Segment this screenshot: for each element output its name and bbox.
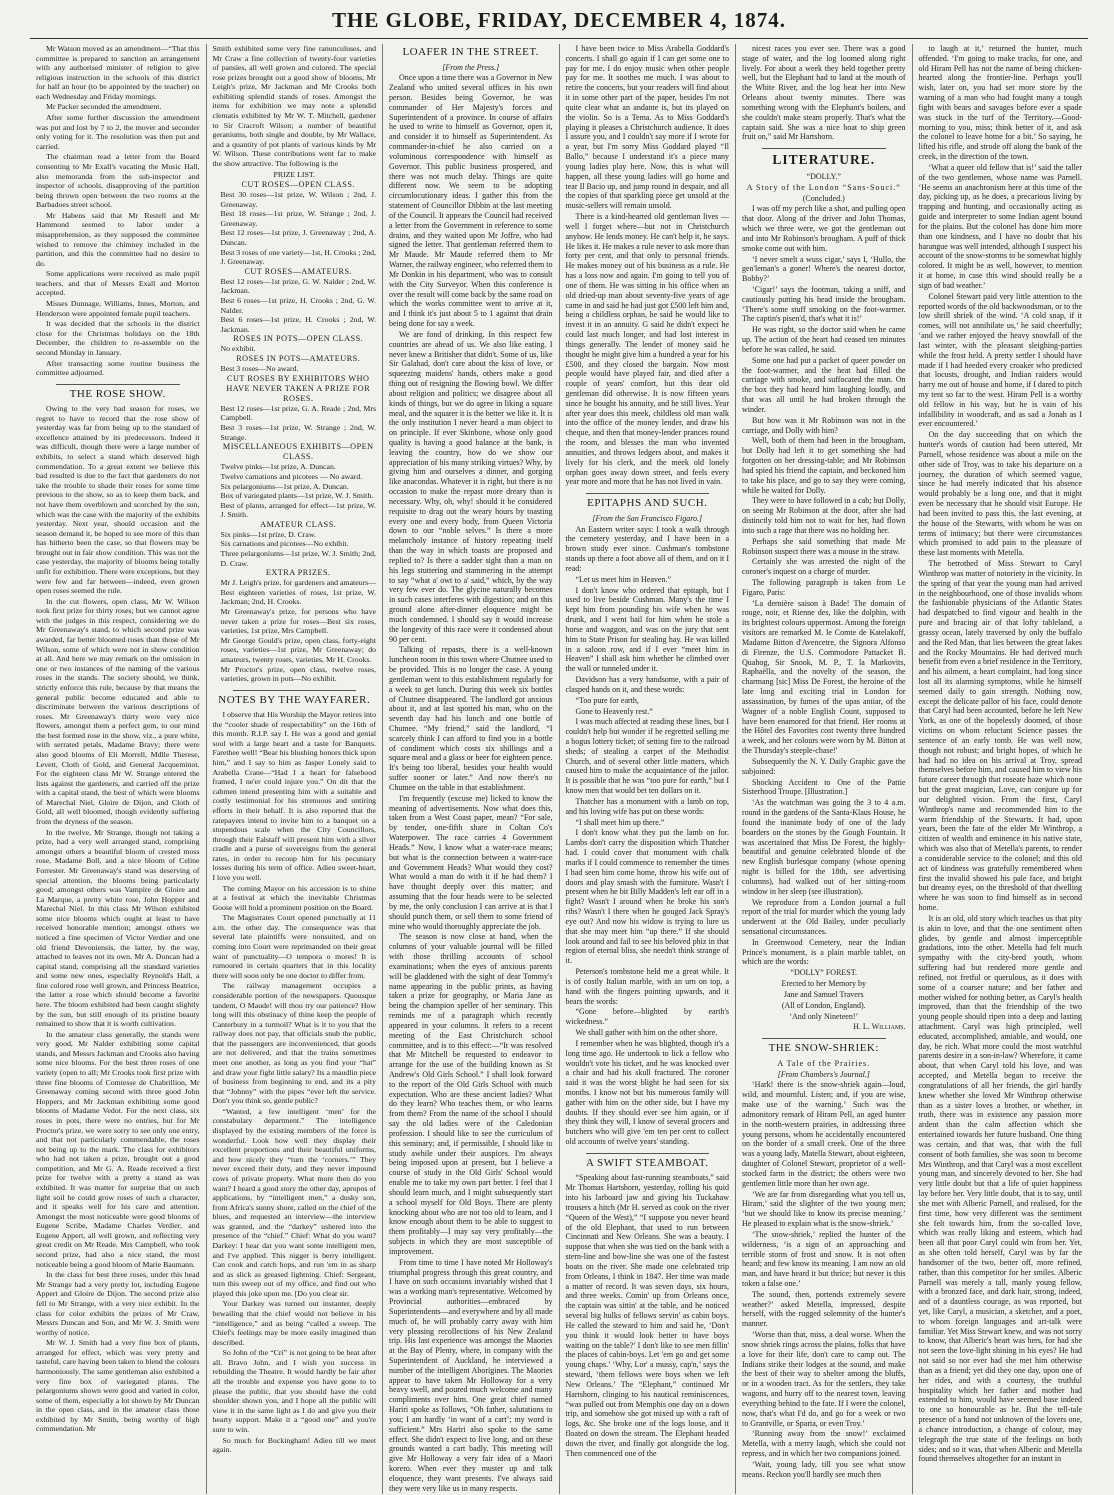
paragraph: Thatcher has a monument with a lamb on top, and his loving wife has put on these words: — [565, 796, 729, 816]
rule-divider — [762, 1038, 886, 1039]
prize-category: ROSES IN POTS—OPEN CLASS. — [233, 334, 364, 344]
paragraph: They were to have followed in a cab; but Dolly, on seeing Mr Robinson at the door, after she had distinctly told him not to wait for her, had flown into such a rage that there was no holding her. — [742, 496, 906, 535]
prize-entry: Best 3 roses—No award. — [220, 364, 299, 374]
paragraph: From time to time I have noted Mr Holloway's triumphal progress through this great country, and I have on such occasions invariably wished that I was a working man's representative. Welcomed by Provincial authorities—embraced by Superintendents—and everywhere and by all made much of, he will probably carry away with him very pleasing recollections of his New Zealand trip. His last experience was amongst the Maories at the Bay of Plenty, where, in company with the Superintendent of Auckland, he interviewed a number of the intelligent Aborigines. The Maories appear to have taken Mr Holloway for a very heavy swell, and poured much welcome and many compliments over him. One great chief named Hariri spoke as follows, “Oh father, salutations to you; I am hardly ‘in want of a cart’; my word is sufficient.” Mrs Hariri also spoke to the same effect. She didn't expect to live long, and on these grounds wanted a cart badly. This meeting will give Mr Holloway a very fair idea of a Maori korero. When ever they muster up and talk eloquence, they want presents. I've always said they were very like us in many respects. — [389, 1257, 553, 1493]
prize-category: ROSES IN POTS—AMATEURS. — [236, 354, 361, 363]
prize-entry: Mr George Gould's prize, open class, forty-eight roses, varieties—1st prize, Mr Greenaway; do amateurs, twenty roses, varieties, Mr H. Crooks. — [220, 635, 376, 664]
prize-entry: Best 12 roses—1st prize, G. W. Nalder ; 2nd, W. Jackman. — [220, 276, 376, 296]
column-5 — [736, 44, 913, 1494]
prize-entry: Best 6 roses—1st prize, H. Crooks ; 2nd, W. Jackman. — [220, 315, 376, 334]
prize-entry: Best 12 roses—1st prize, J. Greenaway ; 2nd, A. Duncan. — [220, 228, 376, 248]
paragraph: The sound, then, portends extremely severe weather?’ asked Metella, impressed, despite herself, with the rugged solemnity of the hunter's manner. — [742, 1289, 906, 1329]
prize-entry: Mr J. Leigh's prize, for gardeners and amateurs—Best eighteen varieties of roses, 1st prize, W. Jackman; 2nd, H. Crooks. — [220, 578, 376, 607]
rule-divider — [233, 690, 357, 691]
paragraph: Peterson's tombstone held me a great while. It is of costly Italian marble, with an urn on top, a hand with the fingers pointing upwards, and it bears the words: — [565, 967, 729, 1006]
paragraph: Some applications were received as male pupil teachers, and that of Messrs Exall and Morton accepted. — [36, 269, 200, 298]
column-2 — [207, 44, 384, 1494]
paragraph: The chairman read a letter from the Board consenting to Mr Exall's vacating the Music Hall, also memoranda from the sub-inspector and inspector of schools, disapproving of the partition being thrown open between the two rooms at the Barbadoes street school. — [36, 152, 200, 210]
paragraph: Well, both of them had been in the brougham, but Dolly had left it to get something she had forgotten on her dressing-table; and Mr Robinson had spied his friend the captain, and beckoned him to take his place, and go to say they were coming, while he waited for Dolly. — [742, 436, 906, 495]
prize-entry: No exhibit. — [220, 344, 256, 354]
paragraph: In Greenwood Cemetery, near the Indian Prince's monument, is a plain marble tablet, on which are the words: — [742, 937, 906, 967]
prize-entry: Best 12 roses—1st prize, G. A. Reade ; 2nd, Mrs Campbell. — [220, 403, 376, 423]
prize-category: CUT ROSES—AMATEURS. — [244, 266, 353, 276]
source-credit: [From the Press.] — [442, 62, 500, 72]
paragraph: “Let us meet him in Heaven.” — [575, 574, 672, 584]
rule-divider — [762, 148, 886, 149]
paragraph: ‘Worse than that, miss, a deal worse. When the snow shriek rings across the plains, folks that have a love for their life, don't care to camp out. The Indians strike their lodges at the sound, and make the best of their way to shelter among the bluffs, or in a wooden tract. As for the settlers, they take wagons, and hurry off to the nearest town, leaving everything behind to the fate. If I were the colonel, now, that's what I'd do, and go for a week or two to Grantville, or Sparta, or even Troy.’ — [742, 1330, 906, 1428]
paragraph: It is an old, old story which teaches us that pity is akin to love, and that the one sentiment often glides, by gentle and almost imperceptible gradations, into the other. Metella had felt much sympathy with the city-bred youth, whom suffering had but rendered more gentle and refined, not fretful or querulous, as it does with some of a coarser nature; and her father and mother wished for nothing better, as Caryl's health improved, than that the friendship of the two young people should ripen into a deep and lasting attachment. Caryl was high principled, well educated, accomplished, amiable, and would, one day, be rich. What more could the most watchful parents desire in a son-in-law? Wherefore, it came about, that when Caryl told his love, and was accepted, and Metella began to receive the congratulations of all her friends, the girl hardly knew whether she loved Mr Winthrop otherwise than as a sister loves a brother, or whether, in truth, there was in existence any passion more ardent than the calm affection which she entertained towards her future husband. One thing was certain, and that was, that with the full consent of both families, she was soon to become Mrs Winthrop, and that Caryl was a most excellent young man, and sincerely devoted to her. She had very little doubt but that a life of quiet happiness lay before her. Very little doubt, that is to say, until she met with Alberic Parnell, and realised, for the first time, how very different was the sentiment she felt towards him, from the so-called love, which was really liking and esteem, which had been all that poor Caryl could win from her. Yet, as she often told herself, Caryl was by far the handsomer of the two, better off, more refined, rather, than this competitor for her smiles. Alberic Parnell was merely a tall, manly young fellow, with a bronzed face, and dark hair, strong, indeed, and of a dauntless courage, as was reported, but yet, like Caryl, a musician, a sketcher, and a poet, to whom foreign languages and art-talk were familiar. Yet Miss Stewart knew, and was not sorry to know, that Alberic's heart was hers, for had she not seen the love-light shining in his eyes? He had not said so nor ever had she met him otherwise than as a friend; yet did they one day, upon one of her rides, and with a courtesy, the truthful hospitality which her father and mother had extended to him, would have seemed base indeed to one so honourable as he. But the tell-tale presence of a hand not unknown of the lovers one, a chance introduction, a change of colour, may telegraph the true state of the feelings on both sides; and so it was, that when Alberic and Metella found themselves altogether for an instant in — [918, 913, 1082, 1464]
epitaph-line: “DOLLY” FOREST. — [790, 968, 858, 978]
paragraph: I have been twice to Miss Arabella Goddard's concerts. I shall go again if I can get some one to pay for me. I do enjoy music when other people pay for me. It soothes me much. I was about to retire the concerts, but your readers will find about it in some other part of the paper, besides I'm not quite clear what an andante is, but its played on the violin. So is a Tema. As to Miss Goddard's playing it pleases a Christchurch audience. It does I assure you, and I couldn't say more if I wrote for a year, but I'm sorry Miss Goddard played “Il Ballo,” because I understand it's a piece many young ladies play here. Now, this is what will happen, all these young ladies will go home and tear Il Bacio up, and jump round in despair, and all the copies of that sparkling piece get unsold at the music-sellers will remain unsold. — [565, 44, 729, 211]
prize-category: CUT ROSES BY EXHIBITORS WHO HAVE NEVER TAKEN A PRIZE FOR ROSES. — [226, 373, 371, 403]
paragraph: Mr Habens said that Mr Restell and Mr Hammond seemed to labor under a misapprehension, as they supposed the committee wished to remove the chimney included in the partition, and this the committee had no desire to do. — [36, 210, 200, 268]
paragraph: In the amateur class generally, the stands were very good, Mr Nalder exhibiting some capital stands, and Messrs Jackman and Crooks also having some nice blooms. For the best three roses of one variety (open to all; Mr Crooks took first prize with three fine blooms of Comtesse de Chabrillion, Mr Greenaway coming second with three good John Hoppers, and Mr Jackman exhibiting some good blooms of Madame Vedot. For the next class, six roses in pots, there were no entries, but for Mr Proctor's prize, we were sorry to see only one entry, and that not particularly commendable, the roses not being up to the mark. The class for exhibitors who had not taken a prize, brought out a good competition, and Mr G. A. Reade received a first prize for twelve with a pretty a stand as was exhibited. It was matter for surprise that on such light soil he could grow roses of such a character, and it speaks well for his care and attention. Amongst the most noticeable were good blooms of Eugene Scribe, Madame Charles Verdier, and Eugene Appert, all well grown, and reflecting very great credit on Mr Reade. Mrs Campbell, who took second prize, had also a nice stand, the most noticeable being a good bloom of Marie Baumann. — [36, 1029, 200, 1269]
paragraph: “Too pure for earth, — [575, 695, 639, 705]
paragraph: We reproduce from a London journal a full report of the trial for murder which the young lady underwent at the Old Bailey, under peculiarly sensational circumstances. — [742, 897, 906, 936]
section-heading: THE SNOW-SHRIEK: — [768, 1042, 879, 1055]
paragraph: In the twelve, Mr Strange, though not taking a prize, had a very well arranged stand, comprising amongst others a beautiful bloom of crested moss rose, Madame Boll, and a nice bloom of Celine Forrester. Mr Greenaway's stand was deserving of special attention, the blooms being particularly good; amongst others was Vampire de Gloire and La Marque, a pretty white rose, John Hopper and Marechal Niel. In this class Mr Wilson exhibited some nice blooms which ought at least to have received honorable mention; amongst others we noticed a fine specimen of Victor Verdier and one old friend Devoniensis, the latter, by the way, attached to leaves not its own. Mr A. Duncan had a capital stand, comprising all the standard varieties and some new ones, especially Reynold's Hall, a fine colored rose well grown, and Princess Beatrice, the latter a rose which should become a favorite here. The bloom exhibited had been caught slightly by the sun, but still enough of its pristine beauty remained to show that it is worth cultivation. — [36, 827, 200, 1029]
paragraph: I was much affected at reading these lines, but I couldn't help but wonder if he regretted selling me a bogus lottery ticket; of setting fire to the railroad sheds; of stealing a carpet of the Methodist Church, and of several other little matters, which caused him to make the acquaintance of the jailor. It is possible that he was “too pure for earth,” but I know men that would bet ten dollars on it. — [565, 717, 729, 796]
section-heading: THE ROSE SHOW. — [69, 387, 166, 400]
paragraph: So much for Buckingham! Adieu till we meet again. — [212, 1435, 376, 1455]
rule-divider — [56, 384, 180, 385]
section-heading: EPITAPHS AND SUCH. — [587, 497, 708, 510]
source-credit: [From Chambers's Journal.] — [777, 1069, 870, 1079]
paragraph: Misses Dunnage, Williams, Innes, Morton, and Henderson were appointed female pupil teachers. — [36, 299, 200, 318]
paragraph: Gone to Heavenly rest.” — [575, 706, 653, 716]
prize-entry: Box of variegated plants—1st prize, W. J. Smith. — [220, 491, 374, 501]
paragraph: I observe that His Worship the Mayor retires into the “cooler shade of respectability” on the 16th of this month. R.I.P. say I. He was a good and genial soul with a large heart and a taste for Banquets. Farethee well! “Bear his blushing honors thick upon him,” and I say to him as Jasper Lonely said to Arabella Crane—“Had I a heart for falsehood framed, I ne'er could injure you.” On dit that the cabmen intend presenting him with a suitable and costly testimonial for his strenuous and untiring efforts in their behalf. It is also reported that the ratepayers intend to invite him to a banquet on a stupendous scale when the City Councillors, through their Falstaff will present him with a silver cradle and a purse of sovereigns from the general rates, in order to recoup him for his pecuniary losses during his term of office. Adieu sweet-heart, I love you well. — [212, 710, 376, 882]
paragraph: ‘La dernière saison à Bade! The domain of rouge, noir, et Rienne des, like the dolphin, with its brightest colours uppermost. Among the foreign visitors are remarked M. le Comte de Katelakoff, Madame Bitton d'Avencetre, the Signora Alfonso di Firenze, the U.S. Commodore Pattacket B. Quahog, Sir Snook, M. P., T. la Markovits, Raphaëlla, and the novelty of the season, the charmang [sic] Miss De Forest, the heroine of the late long and exciting trial in London for assassination, by fumes of the upas antiar, of the Wagner of a noble English Count, supposed to have been enamored for that friend. Her rooms at the Hôtel des Favorites cost twenty three hundred a week, and her colours were worn by M. Bitton at the Thursday's steeple-chase!' — [742, 598, 906, 756]
story-note: (Concluded.) — [802, 193, 845, 203]
prize-entry: Best 6 roses—1st prize, H. Crooks ; 2nd, G. W. Nalder. — [220, 296, 376, 315]
paragraph: The Magistrates Court opened punctually at 11 a.m. the other day. The consequence was that several late plaintiffs were nonsuited, and on coming into Court were reprimanded on their great want of punctuality—O tempora o mores! It is rumoured in certain quarters that in this locality there will soon only be one doctor to differ from. — [212, 913, 376, 980]
prize-entry: Six pelargoniums—1st prize, A. Duncan. — [220, 481, 349, 491]
paragraph: ‘Wait, young lady, till you see what snow means. Reckon you'll hardly see much then — [742, 1459, 906, 1479]
prize-entry: Six pinks—1st prize, D. Craw. — [220, 529, 316, 539]
rule-divider — [586, 1153, 710, 1154]
source-credit: [From the San Francisco Figaro.] — [592, 513, 703, 523]
paragraph: Talking of repasts, there is a well-known luncheon room in this town where Chutnee used to be provided. This is no longer the case. A young gentleman went to this establishment regularly for a week to get lunch. During this week six bottles of Chutnee disappeared. The landlord got anxious about it, and at last spotted his man, who on the seventh day had his lunch and one bottle of Chutnee. “My friend,” said the landlord, “I scarcely think I can afford to find you in a bottle of condiment which costs six shillings and a square meal and a glass or beer for eighteen pence. It's being too liberal, besides your health would suffer sooner or later.” And now there's no Chutnee on the table in that establishment. — [389, 645, 553, 792]
author-signature: H. L. Williams. — [853, 1022, 906, 1032]
section-heading: NOTES BY THE WAYFARER. — [218, 693, 371, 706]
prize-entry: Six carnations and picotees—No exhibit. — [220, 539, 349, 549]
paragraph: Mr W. J. Smith had a very fine box of plants, arranged for effect, which was very pretty and tasteful, care having been taken to blend the colours harmoniously. The same gentleman also exhibited a very fine box of variegated plants. The pelargoniums shown were good and varied in color, some of them, especially a lot shown by Mr Duncan in the open class, and in the amateur class those exhibited by Mr Smith, being worthy of high commendation. Mr — [36, 1338, 200, 1434]
paragraph: Davidson has a very handsome, with a pair of clasped hands on it, and these words: — [565, 675, 729, 694]
paragraph: I don't know what they put the lamb on for. Lambs don't carry the disposition which Thatcher had. I could cover that monument with chalk marks if I could commence to remember the times I had seen him come home, throw his wife out of doors and play smash with the furniture. Wasn't I present when he bit Billy Madden's left ear off in a fight? Wasn't I around when he broke his son's ribs? Wasn't I there when he gouged Jack Spray's eye out? And now his widow is trying to lure us that she may meet him “up there.” If she should look around and fail to see his beloved phiz in that region of eternal bliss, she needn't think strange of it. — [565, 828, 729, 966]
prize-entry: Three pelargoniums—1st prize, W. J. Smith; 2nd, D. Craw. — [220, 549, 376, 568]
paragraph: nicest races you ever see. There was a good stage of water, and the log loomed along right lively. For about a week they held together pretty well, but the Elephant had to land at the mouth of the White River, and the log beat her into New Orleans about twenty minutes. There was something wrong with the Elephant's boilers, and she couldn't make steam properly. That's what the captain said. She was a nice boat to ship green fruit on,” said Mr Hartshorn. — [742, 44, 906, 142]
paragraph: Once upon a time there was a Governor in New Zealand who united several offices in his own person. Besides being Governor, he was commander of Her Majesty's forces and Superintendent of a province. In course of affairs he used to write to himself as Governor, open it, and consider it to himself as Superintendent. As commander-in-chief he also carried on a voluminous correspondence with himself as Governor. This public business prospered, and there was not much delay. Things are quite different now. We seem to be adopting circumlocutionary ideas. I gather this from the statement of Councillor Dibbin at the last meeting of the Council. It appears the Council had received a letter from the Government in reference to some drains, and they waited upon Mr Joffre, who had signed the letter. That gentleman referred them to Mr Maude. Mr Maude referred them to Mr Warner, the railway engineer, who referred them to Mr Donkin in his department, who was to consult with the City Surveyor. When this conference is over the result will come back by the same road on which the works committee went to arrive at it, and I think it's just about 5 to 1 against that drain being done for say a week. — [389, 73, 553, 329]
paragraph: In the cut flowers, open class, Mr W. Wilson took first prize for thirty roses; but we cannot agree with the judges in this respect, considering we do Mr Greenaway's stand, to which second prize was awarded, far better bloomed roses than those of Mr Wilson, some of which were not in show condition at all. And here we may remark on the omission in one or two instances of the naming of the various roses in the stands. The society should, we think, strictly enforce this rule, because by that means the general public become educated and able to discriminate between the various descriptions of roses. Mr Greenaway's thirty were very nice flowers, amongst them a perfect gem, to our mind the best formed rose in the show, viz., a pure white, with serrated petals, Madame Bravy; there were also good blooms of Eli Morrell, Mdlle Therese, Levett, Cloth of Gold, and General Jacqueminot. For the eighteen class Mr W. Strange entered the lists against the gardeners, and carried off the prize with a capital stand, the best of which were blooms of Marechal Niel, Gloire de Dijon, and Cloth of Gold, all well bloomed, though evidently suffering from the dryness of the season. — [36, 596, 200, 827]
section-heading: A SWIFT STEAMBOAT. — [585, 1156, 709, 1169]
paragraph: On the day succeeding that on which the hunter's words of caution had been uttered, Mr Parnell, whose residence was about a mile on the other side of Troy, was to take his departure on a journey, the duration of which seemed vague, since he had merely indicated that his absence would probably be a long one, and that it might even be necessary that he should visit Europe. He had been invited to pass this, the last evening, at the house of the Stewarts, with whom he was on terms of intimacy; but there were circumstances which promised to add pain to the pleasure of these last moments with Metella. — [918, 430, 1082, 558]
literature-heading: LITERATURE. — [772, 152, 876, 168]
column-6 — [913, 44, 1089, 1494]
prize-entry: Best 3 roses of one variety—1st, H. Crooks ; 2nd, J. Greenaway. — [220, 247, 376, 267]
paragraph: “Wanted, a few intelligent ‘men’ for the constabulary department.” The intelligence displayed by the existing members of the force is wonderful. Look how well they display their excellent proportions and their beautiful uniforms, and how nicely they “turn the ‘corners.’” They never exceed their duty, and they never impound cows of private property. What more then do you want? I heard a good story the other day, apropos of applications, by “intelligent men,” a dusky son, from Africa's sunny shore, called on the chief of the blues, and requested an interview—the interview was granted, and the “darkey” ushered into the presence of the “chief.” Chief: What do you want? Darkey: I hear dat you want some intelligent men, and I've applied. This nigger is berry intelligent. Can cook and catch hops, and run 'em in as sharp and as slick as greased lightning. Chief: Sergeant, turn this sweep out of my office, and find out who played this joke upon me. [Do you clear sir. — [212, 1106, 376, 1298]
paragraph: ‘As the watchman was going the 3 to 4 a.m. round in the gardens of the Santa-Klaus House, he found the inanimate body of one of the lady boarders on the stones by the Gough Fountain. It was ascertained that Miss De Forest, the highly-beautiful and genuine celebrated blonde of the new English burlesque company (whose opening night is billed for the 18th, see advertising columns), had walked out of her sitting-room window in her sleep (see illustration). — [742, 798, 906, 896]
paragraph: The coming Mayor on his accession is to shine at a festival at which the inevitable Christmas Goose will hold a prominent position on the Board. — [212, 883, 376, 912]
masthead: THE GLOBE, FRIDAY, DECEMBER 4, 1874. — [30, 6, 1088, 39]
prize-entry: Best of plants, arranged for effect—1st prize, W. J. Smith. — [220, 500, 376, 520]
prize-list — [213, 180, 377, 684]
prize-category: EXTRA PRIZES. — [265, 568, 331, 578]
story-title: “DOLLY.” — [806, 171, 841, 181]
epitaph-line: Jane and Samuel Travers — [783, 989, 864, 999]
rule-divider — [586, 493, 710, 494]
paragraph: I remember when he was blighted, though it's a long time ago. He undertook to lick a fellow who wouldn't vote his ticket, and he was knocked over a chair and had his skull fractured. The coroner said it was the worst blight he had seen for six months. I know not but his numerous family will gather with him on the other side, but I have my doubts. If they should ever see him again, or if they think they will, I know of several grocers and butchers who will give 'em ten per cent to collect old accounts of twelve years' standing. — [565, 1038, 729, 1147]
column-3 — [383, 44, 560, 1494]
paragraph: Owing to the very bad season for roses, we regret to have to record that the rose show of yesterday was far from being up to the standard of excellence attained by its predecessors. Indeed it was difficult, though there were a large number of exhibits, to select a stand which deserved high commendation. To a great extent we believe this bad resulted is due to the fact that gardeners do not take the trouble to shade their roses for some time previous to the show, so as to keep them back, and not have them overblown and scorched by the sun, which was the case with the majority of the exhibits yesterday. Next year, should occasion and the season demand it, be hoped to see more of this than has hitherto been the case, so that flowers may be brought out in fair show condition. This was not the case yesterday, the majority of blooms being totally unfit for exhibition. There were exceptions, but they were few and far between—indeed, even grown open roses seemed the rule. — [36, 404, 200, 596]
prize-list-title: PRIZE LIST. — [273, 169, 315, 179]
paragraph: “I shall meet him up there.” — [575, 817, 665, 827]
paragraph: ‘What a queer old fellow that is!’ said the taller of the two gentlemen, whose name was Parnell. ‘He seems an anachronism here at this time of the day, picking up, as he does, a precarious living by trapping and hunting, and occasionally acting as guide and interpreter to some Indian agent bound for the plains. But the colonel has done him more than one kindness, and I have no doubt that his harangue was well intended, although I suspect his account of the snow-storms to be somewhat highly colored. It might be as well, however, to mention it at home, in case this wind should really be a sign of bad weather.’ — [918, 162, 1082, 290]
prize-entry: Twelve pinks—1st prize, A. Duncan. — [220, 462, 336, 472]
paragraph: The betrothed of Miss Stewart to Caryl Winthrop was matter of notoriety in the vicinity. In the spring of that year the young man had arrived in the neighbourhood, one of those invalids whom the fashionable physicians of the Atlantic States had despatched to find vigour and health in the pure and bracing air of that lofty tableland, a grassy ocean, lately traversed by only the buffalo and the Red Man, that lies between the great lakes and the Rocky Mountains. He had derived much benefit from even a brief residence in the Territory, and his ailment, a heart complaint, had long since lost all its alarming symptoms, while he himself seemed daily to gain strength. Nothing now, except the delicate pallor of his face, could denote that Caryl had been accounted, before he left New York, as one of the hopelessly doomed, of those victims on whom reluctant Science passes the sentence of an early tomb. He was well now, though not robust; and bright hopes, of which he had had no idea on his arrival at Troy, spread themselves before him, and caused him to view his future career through that roseate haze which none but the great magician, Love, can conjure up for our delighted vision. From the first, Caryl Winthrop's name and recommended him to the warm friendship of the Stewarts. It had, upon years, been the fate of the elder Mr Winthrop, a citizen of wealth and eminence in his native state, which was also that of Metella's parents, to render a considerable service to the colonel; and this old act of kindness was gratefully remembered when first the invalid showed his pale face, and bright but dreamy eyes, on the threshold of that dwelling where he was soon to find himself as in second home. — [918, 559, 1082, 913]
paragraph: We shall gather with him on the other shore. — [575, 1028, 718, 1038]
paragraph: ‘We are far from disregarding what you tell us, Hiram,’ said the slighter of the two young men; ‘but we should like to know its precise meaning.’ He pleased to explain what is the snow-shriek.’ — [742, 1189, 906, 1229]
paragraph: Perhaps she said something that made Mr Robinson suspect there was a mouse in the straw. — [742, 536, 906, 556]
paragraph: In the class for best three roses, under this head Mr Strange had a very pretty lot, including Eugene Appert and Gloire de Dijon. The second prize also fell to Mr Strange, with a very nice exhibit. In the class for color exhibits the prizes of Mr Craw, Messrs Duncan and Son, and Mr W. J. Smith were worthy of notice. — [36, 1270, 200, 1337]
paragraph: But how was it Mr Robinson was not in the carriage, and Dolly with him? — [742, 415, 906, 435]
columns — [30, 44, 1088, 1494]
section-heading: LOAFER IN THE STREET. — [402, 46, 540, 58]
paragraph: Your Darkey was turned out instanter, deeply bewailing that the chief would not believe in his “intelligence,” and as being “called a sweep. The Chief's feelings may be more easily imagined than described. — [212, 1299, 376, 1347]
paragraph: After some further discussion the amendment was put and lost by 7 to 2, the mover and seconder only voting for it. The resolution was then put and carried. — [36, 113, 200, 151]
paragraph: I don't know who ordered that epitaph, but I used to live beside Cushman. Many's the time I kept him from pounding his wife when he was drunk, and I went bail for him when he stole a horse and waggon, and was on the jury that sent him to State Prison for stealing hay. He was killed in a saloon row, and if I ever “meet him in Heaven” I shall ask him whether he climbed over the wall or tunneled under it. — [565, 585, 729, 674]
prize-entry: Best 3 roses—1st prize, W. Strange ; 2nd, W. Strange. — [220, 423, 376, 442]
prize-entry: Best 18 roses—1st prize, W. Strange ; 2nd, J. Greenaway. — [220, 209, 376, 228]
paragraph: “Gone before—blighted by earth's wickedness.” — [565, 1007, 729, 1027]
paragraph: “Speaking about fast-running steamboats,” said Mr Thomas Hartshorn, yesterday, rolling his quid into his larboard jaw and giving his Tuckahaw trousers a hitch (Mr H. served as cook on the river “Queen of the West),” “I suppose you never heard of the old Elephant, that used to run between Cincinnati and New Orleans. She was a beauty. I suppose that when she was tied on the bank with a stern-line and bow-line she was one of the fastest boats on the river. She made one celebrated trip from Orleans, I think in 1847. Her time was made a matter of record. It was seven days, six hours, and three weeks. Comin' up from Orleans once, the captain was sittin' at the table, and he noticed several big hulks of fellows servin' as cabin boys. He called the steward to him and said he, ‘Don't you think it would look better to have boys waiting on the table?’ I don't like to see men fillin' the places of cabin-boys. Let 'em go and get some young chaps.’ ‘Why, Lor' a mussy, cap'n,’ says the steward, ‘them fellows were boys when we left New Orleans.’ The “Elephant,” continued Mr Hartshorn, clinging to his nautical reminiscences, “was pulled out from Memphis one day on a down trip, and somehow she got mixed up with a raft of logs, &c. She broke one of the logs loose, and it floated on down the stream. The Elephant headed down the river, and finally got alongside the log. Then commenced one of the — [565, 1173, 729, 1458]
paragraph: Shocking Accident to One of the Pattie Sisterhood Troupe. [Illustration.] — [742, 777, 906, 797]
prize-entry: Mr Proctor's prize, open class, twelve roses, varieties, grown in pots—No exhibit. — [220, 664, 376, 684]
paragraph: ‘I never smelt a wuss cigar,’ says I, ‘Hullo, the gen'leman's a goner! Where's the nearest doctor, Bobby?’ — [742, 254, 906, 284]
paragraph: Some one had put a packet of queer powder on the foot-warmer, and the heat had filled the carriage with smoke, and suffocated the man. On the box they had heard him laughing loudly, and that was all until he had broken through the winder. — [742, 355, 906, 414]
prize-category: CUT ROSES—OPEN CLASS. — [241, 180, 355, 190]
paragraph: Smith exhibited some very fine ranunculuses, and Mr Craw a fine collection of twenty-four varieties of pansies, all well grown and colored. The special rose prizes brought out a good show of blooms, Mr Leigh's prize, Mr Jackman and Mr Crooks both exhibiting splendid stands of roses. Amongst the items for exhibition we may note a splendid clematis exhibited by Mr W. T. Mitchell, gardener to Sir Cracroft Wilson; a number of beautiful geraniums, both single and double, by Mr Wallace, and a quantity of pot plants of various kinds by Mr W. Wilson. These contributions went far to make the show attractive. The following is the — [212, 44, 376, 168]
paragraph: We are fond of drinking. In this respect few countries are ahead of us. We also like eating. I never knew a Britisher that didn't. Some of us, like Sir Galahad, don't care about the kiss of love, or squeezing maidens' hands, others make a good thing out of resigning the flowing bowl. We differ about religion and politics; we disagree about all kinds of things, but we do agree in liking a square meal, and the squarer it is the better we like it. It is the only institution I never heard a man object to on principle. If ever Skinbone, whose only good quality is having a good balance at the bank, is leaving the country, how do we show our appreciation of his many striking virtues? Why, by giving him and ourselves a dinner, and gorging like anacondas. Whatever it is right, but there is no occasion to make the repast more dreary than is necessary. Why, oh, why! should it be considered requisite to drag out the weary hours by toasting every one and every body, from Queen Victoria down to our “noble selves.” Is there a more melancholy instance of history repeating itself than the way in which toasts are proposed and replied to? Is there a sadder sight than a man on his legs stuttering and stammering in the attempt to say “what a' owt to a' said,” which, by the way very few ever do. The glycine naturally becomes in such cases interferes with digestion; and on this ground alone after-dinner eloquence might be much condemned. I should say it would increase the longevity of this race were it condensed about 90 per cent. — [389, 329, 553, 644]
paragraph: It was decided that the schools in the district close for the Christmas holidays on the 18th December, the children to re-assemble on the second Monday in January. — [36, 319, 200, 357]
paragraph: Colonel Stewart paid very little attention to the reported words of the old backwoodsman, or to the low shrill shriek of the wind. ‘A cold snap, if it comes, will not annihilate us,’ he said cheerfully; ‘and we rather enjoyed the heavy snowfall of the last winter, with the pleasant sleighing-parties while the frost held. A pretty settler I should have made if I had heeded every croaker who predicted that locusts, drought, and Indian raiders would harry me out of house and home, if I dared to pitch my tent so far to the west. Hiram Pell is a worthy old fellow in his way, but he is vain of his infallibility in woodcraft, and as sad a Jonah as I ever encountered.’ — [918, 291, 1082, 429]
paragraph: ‘The snow-shriek,’ replied the hunter of the wilderness, ‘is a sign of an approaching and terrible storm of frost and snow. It is not often heard; and few know its meaning. I am now an old man, and have heard it but thrice; but never is this token a false one.’ — [742, 1229, 906, 1288]
paragraph: An Eastern writer says: I took a walk through the cemetery yesterday, and I have been in a brown study ever since. Cushman's tombstone stands up there a foot above all of them, and on it I read: — [565, 524, 729, 573]
paragraph: I was off my perch like a shot, and pulling open that door. Along of the driver and John Thomas, which we three were, we got the gentleman out and into Mr Robinson's brougham. A puff of thick smoke come out with him. — [742, 204, 906, 253]
prize-entry: Mr Greenaway's prize, for persons who have never taken a prize for roses—Best six roses, varieties, 1st prize, Mrs Campbell. — [220, 607, 376, 636]
prize-category: MISCELLANEOUS EXHIBITS—OPEN CLASS. — [222, 442, 374, 462]
prize-category: AMATEUR CLASS. — [260, 519, 337, 529]
paragraph: He was right, so the doctor said when he came up. The action of the heart had ceased ten minutes before he was called, he said. — [742, 325, 906, 354]
paragraph: Mr Watson moved as an amendment—“That this committee is prepared to sanction an arrangement with any authorised minister of religion to give religious instruction in the schools of this district for half an hour (to be appointed by the teacher) on each Wednesday and Friday mornings. — [36, 44, 200, 101]
epitaph-line: (All of London, England). — [781, 1000, 866, 1010]
column-4 — [560, 44, 737, 1494]
column-1 — [30, 44, 207, 1494]
epitaph-line: Erected to her Memory by — [781, 979, 866, 989]
paragraph: Subsequently the N. Y. Daily Graphic gave the subjoined: — [742, 756, 906, 776]
prize-entry: Twelve carnations and picotees — No award. — [220, 471, 363, 481]
paragraph: I'm frequently (excuse me) licked to know the meaning of advertisements. Now what does this, taken from a West Coast paper, mean? “For sale, by tender, one-fifth share in Coltan Co's Waterpower. The race carries 4 Government Heads.” Now, I know what a water-race means; but what is the connection between a water-race and Government Heads? What would they cost? What would a man do with it if he had them? I have thought deeply over this matter; and assuming that the four heads were to be selected by me, the only conclusion I can arrive at is that I should punch them, or sell them to some friend of mine who would thoroughly appreciate the job. — [389, 793, 553, 931]
paragraph: ‘Cigar!’ says the footman, taking a sniff, and cautiously putting his head inside the brougham. ‘There's some stuff smoking on the foot-warmer. The captin's pisen'd, that's what it is!’ — [742, 284, 906, 324]
paragraph: The following paragraph is taken from Le Figaro, Paris: — [742, 578, 906, 597]
prize-entry: Best 30 roses—1st prize, W. Wilson ; 2nd, J. Greenaway. — [220, 190, 376, 209]
story-subtitle: A Tale of the Prairies. — [777, 1058, 871, 1068]
paragraph: ‘Hark! there is the snow-shriek again—loud, wild, and mournful. Listen; and, if you are wise, make use of the warning.’ Such was the admonitory remark of Hiram Pell, an aged hunter in the north-western prairies, in addressing three young persons, whom he accidentally encountered on the border of a small creek. One of the three was a young lady, Matella Stewart, about eighteen, daughter of Colonel Stewart, proprietor of a well-stocked farm in the district; the others were two gentlemen little more than her own age. — [742, 1080, 906, 1188]
story-subtitle: A Story of the London “Sans-Souci.” — [746, 182, 901, 192]
paragraph: Mr Packer seconded the amendment. — [46, 102, 162, 112]
paragraph: to laugh at it,’ returned the hunter, much offended. ‘I'm going to make tracks, for one, and old Hiram Pell has not the name of being chicken-hearted along the frontier-line. Perhaps you'll wish, later on, you had set more store by the warning of a man who had fought many a tough fight with bears and savages before ever a spade was stuck in the turf of the Territory.—Good-morning to you, miss; think better of it, and ask the colonel to leave home for a bit.’ So saying, he lifted his rifle, and strode off along the bank of the creek, in the direction of the town. — [918, 44, 1082, 162]
paragraph: ‘Running away from the snow!’ exclaimed Metella, with a merry laugh, which she could not repress, and in which her two companions joined. — [742, 1429, 906, 1459]
paragraph: The season is now close at hand, when the columns of your valuable journal will be filled with those thrilling accounts of school examinations; when the eyes of anxious parents will be gladdened with the sight of dear Tommy's name appearing in the public prints, as having taken a prize for geography, or Maria Jane as being the champion speller of her seminary. This reminds me of a paragraph which recently appeared in your columns. It refers to a recent meeting of the East Christchurch school committee, and is to this effect:—“It was resolved that Mr Mitchell be requested to endeavor to arrange for the use of the building known as St Andrew's Old Girls School.” I shall look forward to the report of the Old Girls School with much expectation. Who are these ancient ladies? What do they learn? Who teaches them, or who learns from them? From the name of the school I should say the old ladies were of the Caledonian profession. I should like to see the curriculum of this seminary; and, if permissible, I should like to study awhile under their auspices. I'm always being imposed upon at present, but I believe a course of study in the Old Girls' School would enable me to take my own part better. I feel that I should learn much, and I might subsequently start a school myself for Old Boys. There are plenty knocking about who are not too old to learn, and I know enough about them to be able to suggest to them profitably—I may say very profitably—the subjects in which they are most susceptible of improvement. — [389, 932, 553, 1256]
paragraph: After transacting some routine business the committee adjourned. — [36, 358, 200, 378]
paragraph: Certainly she was arrested the night of the coroner's inquest on a charge of murder. — [742, 557, 906, 577]
paragraph: There is a kind-hearted old gentleman lives —well I forget where—but not in Christchurch anyhow. He lends money. He can't help it, he says. He likes it. He makes a rule never to ask more than forty per cent, and that only to personal friends. He makes money out of his business as a rule. He has a loss now and again. I'm going to tell you of one of them. He was sitting in his office when an old dried-up man about seventy-five years of age came in and said he had just got £500 left him and, being a childless orphan, he said he would like to invest it in an annuity. G said he didn't expect he could last much longer, and had lost interest in things generally. The lender of money said he thought he might give him a hundred a year for his £500, and they closed the bargain. Now most people would have played fair, and died after a couple of years' comfort, but this dear old gentleman did otherwise. It is now fifteen years since he bought his annuity, and he still lives. Year after year does this meek, childless old man walk into the office of the money lender, and draw his cheque, and then that money-lender prances round the room, and blesses the man who invented annuities, and throws ledgers about, and makes it lively for his clerk, and the meek old lonely orphan goes away down street, and feels every year more and more that he has not lived in vain. — [565, 212, 729, 487]
paragraph: So John of the “Cri” is not going to be beat after all. Bravo John, and I wish you success in rebuilding the Theatre. It would hardly be fair after all the trouble and expense you have gone to to please the public, that you should have the cold shoulder shown you, and I hope all the public will view it in the same light as I do and give you their hearty support. Make it a “good one” and you're sure to win. — [212, 1348, 376, 1434]
paragraph: The railway management occupies a considerable portion of the newspapers. Quousque tandem, O Maude! will thou try our patience? How long will this obstinacy of thine keep the people of Canterbury in a turmoil? What is it to you that the railway does not pay, that officials snub the public, that the passengers are inconvenienced, that goods are not delivered, and that the trains sometimes meet one another, as long as you find your “hat” and draw your fight little salary? Its a maudlin piece of business from beginning to end, and its a pity that “Johnny” with the pipes “ever left the service. Don't you think so, gentle public? — [212, 981, 376, 1106]
epitaph-line: ‘And only Nineteen!’ — [789, 1011, 859, 1021]
